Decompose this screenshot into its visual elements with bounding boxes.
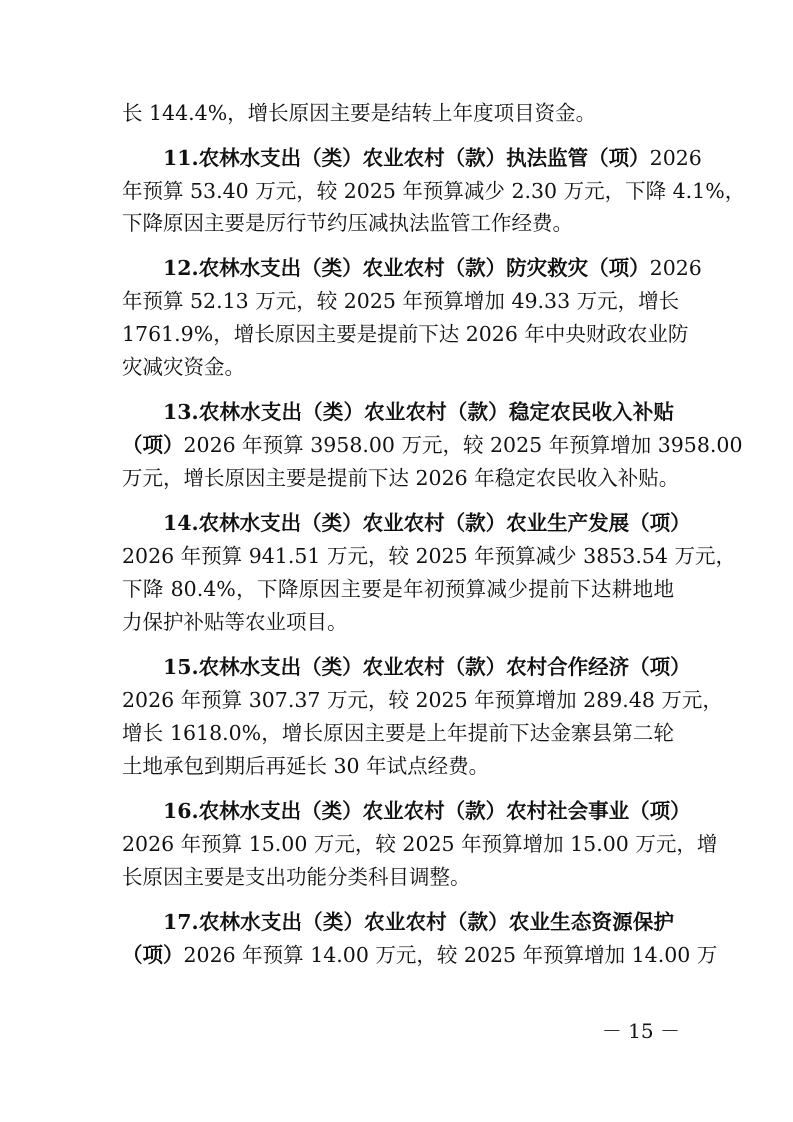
text-line	[122, 100, 674, 126]
item-heading: （项）	[122, 943, 184, 967]
text-line	[122, 543, 736, 569]
text-line	[122, 321, 689, 347]
text-line	[122, 720, 674, 746]
line-text: 2026 年预算 941.51 万元，较 2025 年预算减少 3853.54 万元，	[122, 544, 736, 568]
text-line	[163, 654, 691, 680]
text-line	[122, 288, 680, 314]
line-text: 下降 80.4%，下降原因主要是年初预算减少提前下达耕地地	[122, 577, 674, 601]
line-text: 万元，增长原因主要是提前下达 2026 年稳定农民收入补贴。	[122, 466, 680, 490]
text-line	[163, 798, 691, 824]
text-line	[122, 864, 674, 890]
line-text: 年预算 52.13 万元，较 2025 年预算增加 49.33 万元，增长	[122, 289, 680, 313]
text-line	[122, 465, 680, 491]
line-text: 2026 年预算 15.00 万元，较 2025 年预算增加 15.00 万元，增	[122, 832, 718, 856]
line-text: 土地承包到期后再延长 30 年试点经费。	[122, 754, 490, 778]
text-line	[122, 576, 674, 602]
item-heading: 14.农林水支出（类）农业农村（款）农业生产发展（项）	[163, 511, 691, 535]
line-text: 长原因主要是支出功能分类科目调整。	[122, 865, 471, 889]
text-line	[122, 432, 743, 458]
line-text: 2026	[649, 146, 702, 170]
text-line	[122, 178, 746, 204]
page-number: － 15 －	[601, 1019, 680, 1043]
text-line	[122, 942, 718, 968]
text-line	[122, 753, 674, 779]
text-line	[122, 831, 718, 857]
line-text: 长 144.4%，增长原因主要是结转上年度项目资金。	[122, 101, 597, 125]
line-text: 下降原因主要是厉行节约压减执法监管工作经费。	[122, 211, 573, 235]
line-text: 2026 年预算 14.00 万元，较 2025 年预算增加 14.00 万	[183, 943, 718, 967]
text-line	[122, 354, 674, 380]
line-text: 增长 1618.0%，增长原因主要是上年提前下达金寨县第二轮	[122, 721, 674, 745]
item-heading: 12.农林水支出（类）农业农村（款）防灾救灾（项）	[163, 256, 650, 280]
text-line	[122, 210, 674, 236]
text-line	[163, 255, 702, 281]
text-line	[163, 399, 674, 425]
line-text: 年预算 53.40 万元，较 2025 年预算减少 2.30 万元，下降 4.1%，	[122, 179, 746, 203]
text-line	[122, 609, 674, 635]
line-text: 1761.9%，增长原因主要是提前下达 2026 年中央财政农业防	[122, 322, 689, 346]
line-text: 灾减灾资金。	[122, 355, 245, 379]
item-heading: （项）	[122, 433, 184, 457]
text-line	[163, 145, 702, 171]
text-line	[163, 909, 674, 935]
text-line	[163, 510, 691, 536]
line-text: 2026 年预算 3958.00 万元，较 2025 年预算增加 3958.00	[183, 433, 743, 457]
text-line	[122, 687, 723, 713]
item-heading: 15.农林水支出（类）农业农村（款）农村合作经济（项）	[163, 655, 691, 679]
item-heading: 11.农林水支出（类）农业农村（款）执法监管（项）	[163, 146, 650, 170]
item-heading: 17.农林水支出（类）农业农村（款）农业生态资源保护	[163, 910, 674, 934]
line-text: 2026	[649, 256, 702, 280]
line-text: 2026 年预算 307.37 万元，较 2025 年预算增加 289.48 万元，	[122, 688, 723, 712]
item-heading: 13.农林水支出（类）农业农村（款）稳定农民收入补贴	[163, 400, 674, 424]
item-heading: 16.农林水支出（类）农业农村（款）农村社会事业（项）	[163, 799, 691, 823]
line-text: 力保护补贴等农业项目。	[122, 610, 348, 634]
